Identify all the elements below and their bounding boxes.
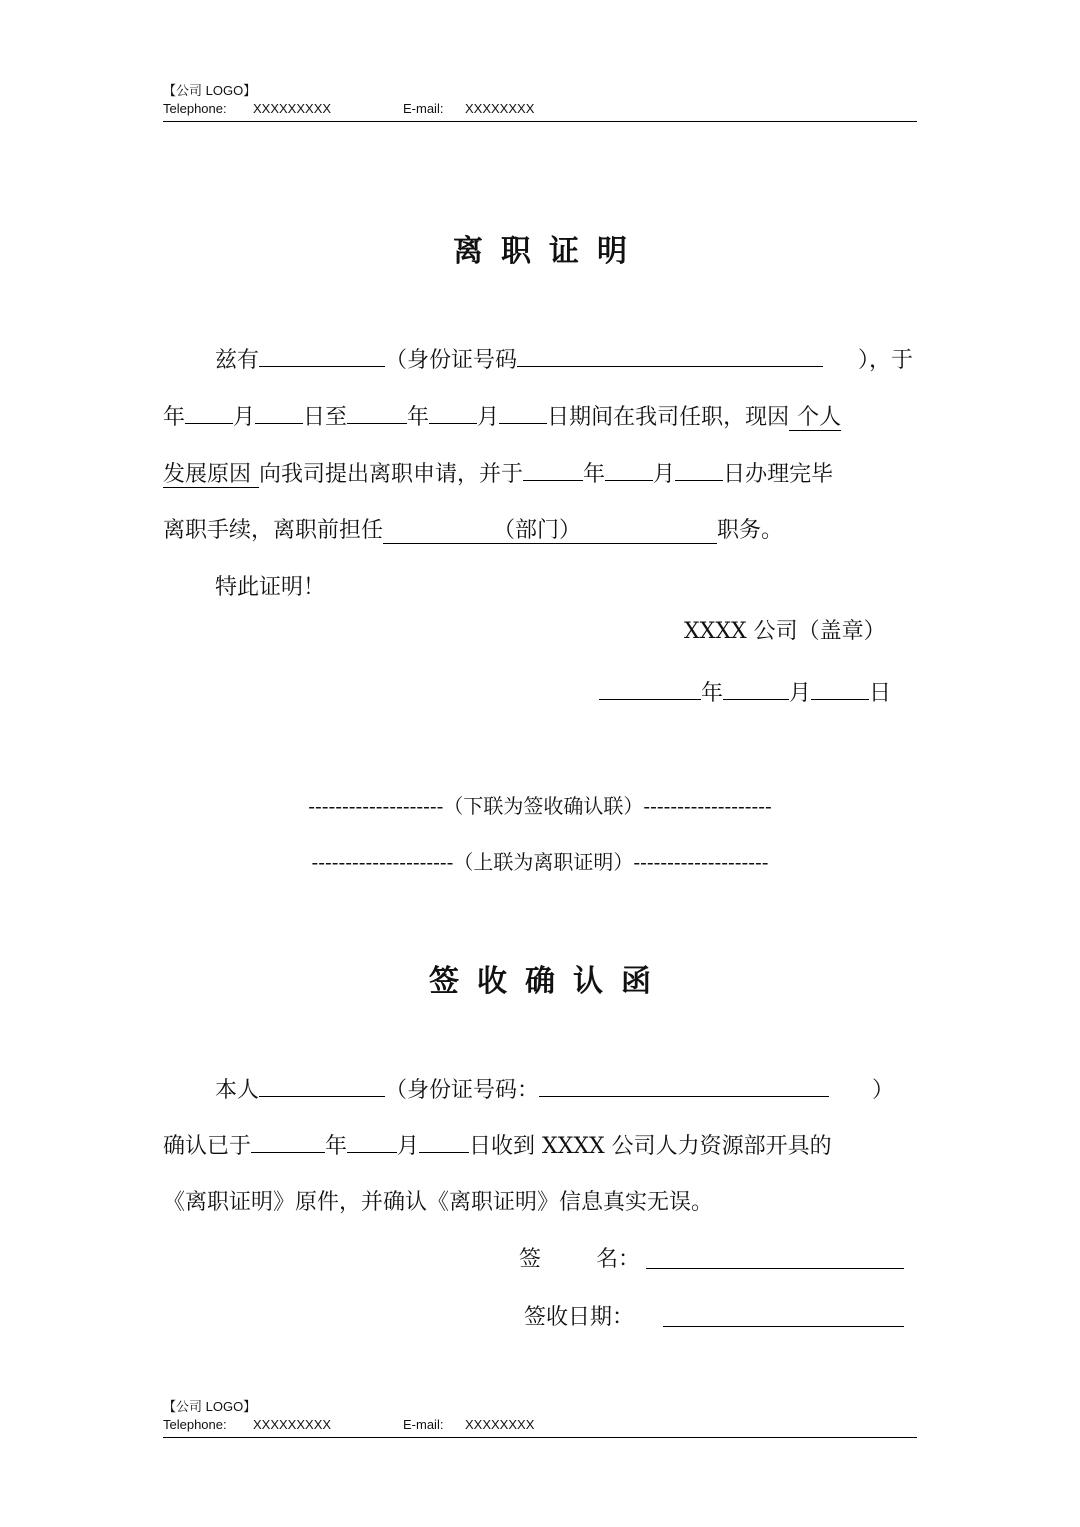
certificate-title: 离职证明 — [453, 234, 645, 269]
signature-label-1: 签 — [519, 1247, 542, 1272]
cert-text: 日期间在我司任职，现因 — [547, 405, 790, 430]
cert-closing: 特此证明！ — [215, 575, 326, 600]
receipt-text: 本人 — [215, 1078, 260, 1103]
cert-line-3 — [163, 457, 833, 488]
receipt-title: 签收确认函 — [429, 964, 669, 999]
receipt-date-label: 签收日期： — [524, 1305, 635, 1330]
receipt-month-blank[interactable] — [347, 1130, 397, 1153]
cert-text: 年 — [701, 681, 724, 706]
cert-day-blank[interactable] — [811, 677, 869, 700]
header-telephone-label: Telephone: — [163, 101, 227, 116]
receipt-day-blank[interactable] — [419, 1130, 469, 1153]
cert-text: 月 — [233, 405, 256, 430]
receipt-text: 年 — [325, 1134, 348, 1159]
handover-month-blank[interactable] — [605, 458, 653, 481]
receipt-line-3: 《离职证明》原件，并确认《离职证明》信息真实无误。 — [163, 1190, 714, 1215]
company-seal: XXXX 公司（盖章） — [684, 619, 886, 644]
cert-month-blank[interactable] — [723, 677, 789, 700]
cert-line-1 — [215, 343, 823, 374]
header-logo: 【公司 LOGO】 — [163, 83, 257, 98]
footer-telephone-value: XXXXXXXXX — [253, 1417, 332, 1432]
resignation-reason-cont: 发展原因 — [163, 462, 259, 488]
cert-line-1-end: ），于 — [858, 348, 914, 373]
receipt-text: 确认已于 — [163, 1134, 252, 1159]
footer-logo: 【公司 LOGO】 — [163, 1399, 257, 1414]
cert-text: 兹有 — [215, 348, 260, 373]
receipt-line-1-end: ） — [872, 1078, 895, 1103]
cert-text: 离职手续，离职前担任 — [163, 518, 384, 543]
id-number-blank[interactable] — [517, 344, 823, 367]
cert-line-2 — [163, 400, 841, 431]
resignation-reason: 个人 — [789, 405, 841, 431]
cert-text: 月 — [789, 681, 812, 706]
footer-telephone-label: Telephone: — [163, 1417, 227, 1432]
department-blank[interactable]: （部门） — [383, 518, 717, 544]
receipt-text: 日收到 XXXX 公司人力资源部开具的 — [469, 1134, 832, 1159]
cert-text: 向我司提出离职申请，并于 — [259, 462, 524, 487]
receipt-date-field[interactable] — [663, 1326, 904, 1327]
header-rule — [163, 121, 917, 122]
cert-text: 日办理完毕 — [723, 462, 834, 487]
start-day-blank[interactable] — [255, 401, 303, 424]
separator-upper: ---------------------（上联为离职证明）-------------------- — [311, 850, 769, 874]
cert-text: 年 — [583, 462, 606, 487]
cert-text: 年 — [163, 405, 186, 430]
cert-year-blank[interactable] — [599, 677, 701, 700]
cert-text: 月 — [653, 462, 676, 487]
receipt-id-blank[interactable] — [539, 1074, 829, 1097]
handover-day-blank[interactable] — [675, 458, 723, 481]
receipt-year-blank[interactable] — [251, 1130, 325, 1153]
name-blank[interactable] — [259, 344, 385, 367]
footer-rule — [163, 1437, 917, 1438]
cert-line-4 — [163, 513, 783, 544]
handover-year-blank[interactable] — [523, 458, 583, 481]
separator-lower: --------------------（下联为签收确认联）------------------- — [308, 794, 772, 818]
cert-text: 职务。 — [717, 518, 784, 543]
cert-date — [599, 676, 891, 707]
end-day-blank[interactable] — [499, 401, 547, 424]
receipt-text: （身份证号码： — [385, 1078, 540, 1103]
signature-label-2: 名： — [596, 1247, 641, 1272]
footer-email-value: XXXXXXXX — [465, 1417, 535, 1432]
cert-text: 日至 — [303, 405, 348, 430]
cert-text: 日 — [869, 681, 892, 706]
receipt-text: 月 — [397, 1134, 420, 1159]
receipt-line-1 — [215, 1073, 829, 1104]
header-telephone-value: XXXXXXXXX — [253, 101, 332, 116]
cert-text: 月 — [477, 405, 500, 430]
end-month-blank[interactable] — [429, 401, 477, 424]
end-year-blank[interactable] — [347, 401, 407, 424]
header-email-value: XXXXXXXX — [465, 101, 535, 116]
receipt-line-2 — [163, 1129, 832, 1160]
cert-text: （身份证号码 — [385, 348, 518, 373]
receipt-name-blank[interactable] — [259, 1074, 385, 1097]
footer-email-label: E-mail: — [403, 1417, 444, 1432]
cert-text: 年 — [407, 405, 430, 430]
start-month-blank[interactable] — [185, 401, 233, 424]
signature-field[interactable] — [646, 1268, 904, 1269]
header-email-label: E-mail: — [403, 101, 444, 116]
